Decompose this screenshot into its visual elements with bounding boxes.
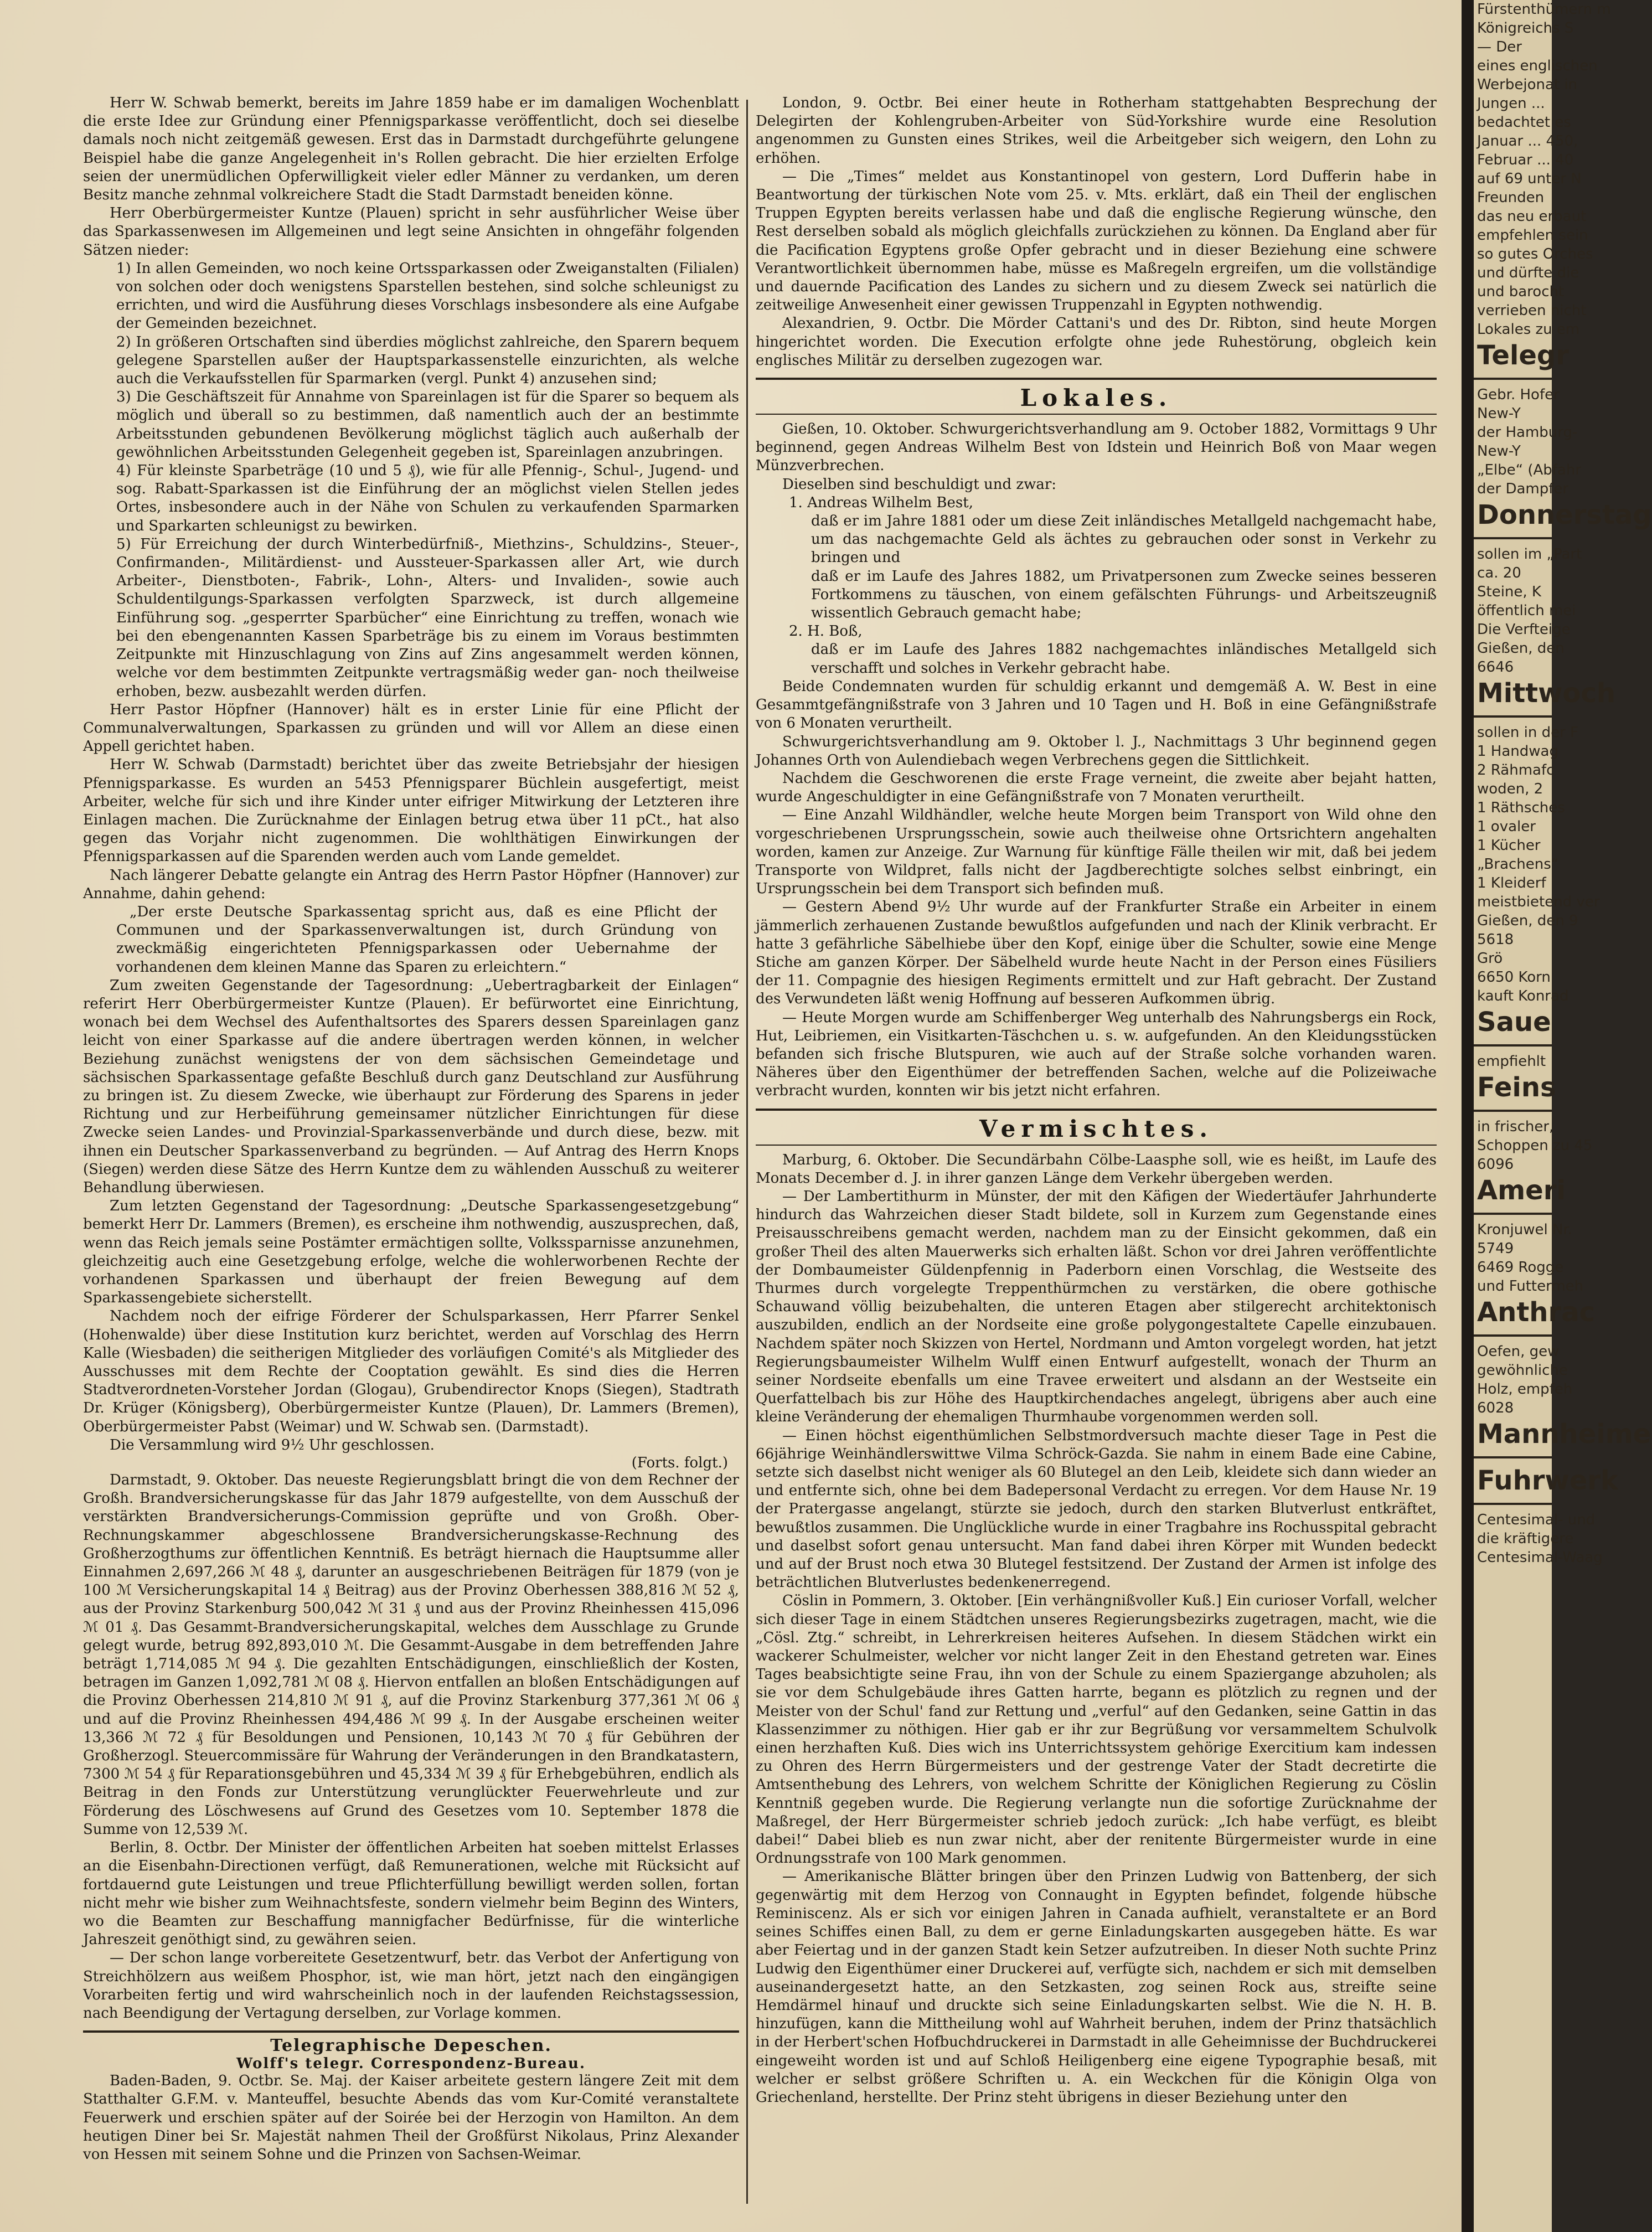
neighbor-text-fragment: 6028 [1477, 1400, 1514, 1416]
paragraph: Nachdem noch der eifrige Förderer der Schulsparkassen, Herr Pfarrer Senkel (Hohenwalde) über diese Institution kurz berichtet, werden auf Vorschlag des Herrn Kalle (Wiesbaden) die seitherigen Mitglieder des vorläufigen Comité's als Mitglieder des Ausschusses mit dem Rechte der Cooptation gewählt. Es sind dies die Herren Stadtverordneten-Vorsteher Jordan (Glogau), Grubendirector Knops (Siegen), Stadtrath Dr. Krüger (Königsberg), Oberbürgermeister Kuntze (Plauen), Dr. Lammers (Bremen), Oberbürgermeister Pabst (Weimar) und W. Schwab sen. (Darmstadt). [83, 1308, 739, 1435]
paragraph: Herr Pastor Höpfner (Hannover) hält es in erster Linie für eine Pflicht der Communalverwaltungen, Sparkassen zu gründen und will vor Allem an diese einen Appell gerichtet haben. [83, 701, 739, 755]
neighbor-text-fragment: Jungen ... [1477, 95, 1545, 112]
neighbor-text-fragment: kauft Konrad [1477, 988, 1569, 1004]
list-item: 2) In größeren Ortschaften sind überdies möglichst zahlreiche, den Sparern bequem gelegene Sparstellen außer der Hauptsparkassenstelle einzurichten, als welche auch die Verkaufsstellen für Sparmarken (vergl. Punkt 4) anzusehen sind; [116, 333, 739, 388]
neighbor-text-fragment: sollen in der F [1477, 724, 1579, 741]
neighbor-page-edge [1474, 0, 1652, 2232]
neighbor-text-fragment: New-Y [1477, 405, 1521, 422]
page-gutter [1462, 0, 1474, 2232]
neighbor-text-fragment: 1 Kleiderf [1477, 875, 1546, 891]
section-rule [83, 2030, 739, 2033]
article-berlin-2: — Der schon lange vorbereitete Gesetzentwurf, betr. das Verbot der Anfertigung von Streichhölzern aus weißem Phosphor, ist, wie man hört, jetzt nach den eingängigen Vorarbeiten fertig und wird wahrscheinlich noch in der laufenden Reichstagssession, nach Beendigung der Vertagung derselben, zur Vorlage kommen. [83, 1950, 739, 2022]
article-frankfurter: — Gestern Abend 9½ Uhr wurde auf der Frankfurter Straße ein Arbeiter in einem jämmerlich zerhauenen Zustande bewußtlos aufgefunden und nach der Klinik verbracht. Er hatte 3 gefährliche Säbelhiebe über den Kopf, einige über die Schulter, sowie eine Menge Stiche am ganzen Körper. Der Säbelheld wurde heute Nacht in der Person eines Füsiliers der 11. Compagnie des hiesigen Regiments ermittelt und zur Haft gebracht. Der Zustand des Verwundeten läßt wenig Hoffnung auf besseren Aufkommen übrig. [756, 899, 1437, 1008]
neighbor-text-fragment: Mannheime [1477, 1419, 1651, 1450]
neighbor-text-fragment: der Hamburg- [1477, 424, 1578, 441]
neighbor-text-fragment: Werbejonat in [1477, 76, 1578, 93]
article-giessen: Gießen, 10. Oktober. Schwurgerichtsverhandlung am 9. October 1882, Vormittags 9 Uhr beginnend, gegen Andreas Wilhelm Best von Idstein und Heinrich Boß von Maar wegen Münzverbrechen. [756, 421, 1437, 475]
charge-item: daß er im Laufe des Jahres 1882, um Privatpersonen zum Zwecke seines besseren Fortkommens zu täuschen, von einem gefälschten Führungs- und Arbeitszeugniß wissentlich Gebrauch gemacht habe; [811, 568, 1437, 622]
neighbor-text-fragment: eines englischen [1477, 58, 1598, 74]
neighbor-text-fragment: Oefen, gew [1477, 1343, 1560, 1360]
article-pest: — Einen höchst eigenthümlichen Selbstmordversuch machte dieser Tage in Pest die 66jährige Weinhändlerswittwe Vilma Schröck-Gazda. Sie nahm in einem Bade eine Cabine, setzte sich daselbst nicht weniger als 60 Blutegel an den Leib, kleidete sich dann wieder an und entfernte sich, ohne bei dem Badepersonal Verdacht zu erregen. Vor dem Hause Nr. 19 der Pratergasse angelangt, stürzte sie jedoch, durch den starken Blutverlust entkräftet, bewußtlos zusammen. Die Unglückliche wurde in einer Tragbahre ins Rochusspital gebracht und daselbst sofort genau untersucht. Man fand dabei ihren Körper mit Wunden bedeckt und auf der Brust noch etwa 30 Blutegel festsitzend. Der Zustand der Armen ist infolge des beträchtlichen Blutverlustes bedenkenerregend. [756, 1427, 1437, 1591]
neighbor-text-fragment: Ameri [1477, 1175, 1566, 1206]
left-column [83, 94, 739, 2198]
neighbor-text-fragment: 1 Räthsches [1477, 800, 1565, 816]
neighbor-rule [1474, 378, 1552, 380]
neighbor-text-fragment: Gießen, den [1477, 640, 1565, 657]
article-darmstadt: Darmstadt, 9. Oktober. Das neueste Regierungsblatt bringt die von dem Rechner der Großh. Brandversicherungskasse für das Jahr 1879 aufgestellte, von dem Ausschuß der verstärkten Brandversicherungs-Commission geprüfte und von Großh. Ober-Rechnungskammer abgeschlossene Brandversicherungskasse-Rechnung des Großherzogthums zur öffentlichen Kenntniß. Es beträgt hiernach die Hauptsumme aller Einnahmen 2,697,266 ℳ 48 ₰, darunter an ausgeschriebenen Beiträgen für 1879 (von je 100 ℳ Versicherungskapital 14 ₰ Beitrag) aus der Provinz Oberhessen 388,816 ℳ 52 ₰, aus der Provinz Starkenburg 500,042 ℳ 31 ₰ und aus der Provinz Rheinhessen 415,096 ℳ 01 ₰. Das Gesammt-Brandversicherungskapital, welches dem Ausschlage zu Grunde gelegt wurde, betrug 892,893,010 ℳ. Die Gesammt-Ausgabe in dem betreffenden Jahre beträgt 1,714,085 ℳ 94 ₰. Die gezahlten Entschädigungen, einschließlich der Kosten, betragen im Ganzen 1,092,781 ℳ 08 ₰. Hiervon entfallen an bloßen Entschädigungen auf die Provinz Oberhessen 214,810 ℳ 91 ₰, auf die Provinz Starkenburg 377,361 ℳ 06 ₰ und auf die Provinz Rheinhessen 494,486 ℳ 99 ₰. In der Ausgabe erscheinen weiter 13,366 ℳ 72 ₰ für Besoldungen und Pensionen, 10,143 ℳ 70 ₰ für Gebühren der Großherzogl. Steuercommissäre für Wahrung der Veränderungen in den Brandkatastern, 7300 ℳ 54 ₰ für Reparationsgebühren und 45,334 ℳ 39 ₰ für Erhebgebühren, endlich als Beitrag in den Fonds zur Unterstützung verunglückter Feuerwehrleute und zur Förderung des Löschwesens auf Grund des Gesetzes vom 10. September 1878 die Summe von 12,539 ℳ. [83, 1472, 739, 1838]
article-lambertithurm: — Der Lambertithurm in Münster, der mit den Käfigen der Wiedertäufer Jahrhunderte hindurch das Wahrzeichen dieser Stadt bildete, soll in Kurzem zum Gegenstande eines Preisausschreibens gemacht werden, nachdem man zu der Einsicht gekommen, daß ein großer Theil des alten Mauerwerks sich erhalten läßt. Schon vor drei Jahren veröffentlichte der Dombaumeister Güldenpfennig in Paderborn einen Vorschlag, die Westseite des Thurmes durch vorgelegte Treppenthürmchen zu verstärken, die obere gothische Schauwand völlig beizubehalten, die unteren Etagen aber stilgerecht architektonisch auszubilden, endlich an der Nordseite eine große polygongestaltete Capelle einzubauen. Nachdem später noch Skizzen von Hertel, Nordmann und Amton vorgelegt worden, hat jetzt Regierungsbaumeister Wilhelm Wulff einen Entwurf aufgestellt, wonach der Thurm an seiner Nordseite ebenfalls um eine Travee erweitert und alsdann an der Westseite ein Querfattelbach bis zur Höhe des Hauptkirchendaches angelegt, übrigens aber auch eine kleine Veränderung der ehemaligen Thurmhaube vorgenommen werden soll. [756, 1188, 1437, 1426]
neighbor-text-fragment: die kräftigere [1477, 1530, 1574, 1547]
paragraph: Zum letzten Gegenstand der Tagesordnung: „Deutsche Sparkassengesetzgebung“ bemerkt Herr Dr. Lammers (Bremen), es erscheine ihm nothwendig, auszusprechen, daß, wenn das Reich jemals seine Postämter ermächtigen sollte, Volkssparnisse anzunehmen, gleichzeitig auch eine Gesetzgebung erfolge, welche die wohlerworbenen Rechte der vorhandenen Sparkassen und überhaupt der freien Bewegung auf dem Sparkassengebiete sicherstellt. [83, 1198, 739, 1307]
neighbor-text-fragment: 1 Kücher [1477, 837, 1541, 854]
list-item: 5) Für Erreichung der durch Winterbedürfniß-, Miethzins-, Schuldzins-, Steuer-, Confirmanden-, Militärdienst- und Aussteuer-Sparkassen aller Art, wie durch Arbeiter-, Dienstboten-, Fabrik-, Lohn-, Alters- und Invaliden-, sowie auch Schuldentilgungs-Sparkassen verfolgten Sparzweck, ist durch allgemeine Einführung sog. „gesperrter Sparbücher“ eine Einrichtung zu treffen, wonach wie bei den ebengenannten Kassen Sparbeträge bis zu einem im Voraus bestimmten Zeitpunkte mit Hinzuschlagung von Zins auf Zins angesammelt werden können, welche vor dem bestimmten Zeitpunkte vertragsmäßig weder gan- noch theilweise erhoben, bezw. ausbezahlt werden dürfen. [116, 535, 739, 700]
neighbor-text-fragment: Gebr. Hofer [1477, 386, 1560, 403]
neighbor-text-fragment: Kronjuwel Nr. [1477, 1221, 1573, 1238]
section-rule [756, 378, 1437, 380]
paragraph: Herr Oberbürgermeister Kuntze (Plauen) spricht in sehr ausführlicher Weise über das Sparkassenwesen im Allgemeinen und legt seine Ansichten in ohngefähr folgenden Sätzen nieder: [83, 205, 739, 259]
neighbor-text-fragment: Freunden [1477, 189, 1545, 206]
section-title-lokales: Lokales. [1020, 384, 1173, 412]
neighbor-text-fragment: das neu erbaut [1477, 208, 1587, 225]
article-alexandrien: Alexandrien, 9. Octbr. Die Mörder Cattani's und des Dr. Ribton, sind heute Morgen hingerichtet worden. Die Execution erfolgte ohne jede Ruhestörung, obgleich kein englisches Militär zu derselben zugezogen war. [756, 315, 1437, 369]
neighbor-text-fragment: so gutes Orches [1477, 246, 1593, 262]
article-berlin: Berlin, 8. Octbr. Der Minister der öffentlichen Arbeiten hat soeben mittelst Erlasses an die Eisenbahn-Directionen verfügt, daß Remunerationen, welche mit Rücksicht auf fortdauernd gute Leistungen und treue Pflichterfüllung bewilligt werden sollen, fortan nicht mehr wie bisher zum Weihnachtsfeste, sondern vielmehr beim Beginn des Winters, wo die Beamten zur Beschaffung mannigfacher Bedürfnisse, für die winterliche Jahreszeit genöthigt sind, zu gewähren seien. [83, 1839, 739, 1949]
article-giessen-2: Dieselben sind beschuldigt und zwar: [782, 476, 1057, 493]
section-rule [756, 1145, 1437, 1146]
paragraph: Herr W. Schwab bemerkt, bereits im Jahre 1859 habe er im damaligen Wochenblatt die erste Idee zur Gründung einer Pfennigsparkasse veröffentlicht, doch sei dieselbe damals noch nicht zeitgemäß gewesen. Erst das in Darmstadt durchgeführte gelungene Beispiel habe die ganze Angelegenheit in's Rollen gebracht. Die hier erzielten Erfolge seien der unermüdlichen Opferwilligkeit vieler edler Männer zu verdanken, um deren Besitz manche zehnmal volkreichere Stadt die Stadt Darmstadt beneiden könne. [83, 95, 739, 204]
article-wild: — Eine Anzahl Wildhändler, welche heute Morgen beim Transport von Wild ohne den vorgeschriebenen Ursprungsschein, sowie auch theilweise ohne Ortsrichtern angehalten worden, kamen zur Anzeige. Zur Warnung für künftige Fälle theilen wir mit, daß bei jedem Transporte von Wildpret, falls nicht der Jagdberechtigte solches selbst einbringt, ein Ursprungsschein bei dem Transport sich befinden muß. [756, 807, 1437, 898]
paragraph: Zum zweiten Gegenstande der Tagesordnung: „Uebertragbarkeit der Einlagen“ referirt Herr Oberbürgermeister Kuntze (Plauen). Er befürwortet eine Einrichtung, wonach bei dem Wechsel des Aufenthaltsortes des Sparers dessen Spareinlagen ganz leicht von einer Sparkasse auf die andere übertragen werden können, in welcher Beziehung zunächst wenigstens der von dem sächsischen Gemeindetage und sächsischen Sparkassentage gefaßte Beschluß durch ganz Deutschland zur Ausführung zu bringen ist. Zu diesem Zwecke, wie überhaupt zur Förderung des Sparens in jeder Richtung und zur Herbeiführung gemeinsamer nützlicher Einrichtungen für diese Zwecke seien Landes- und Provinzial-Sparkassenverbände und durch diese, bezw. mit ihnen ein Deutscher Sparkassenverband zu begründen. — Auf Antrag des Herrn Knops (Siegen) werden diese Sätze des Herrn Kuntze dem zu wählenden Ausschuß zu weiterer Behandlung überwiesen. [83, 977, 739, 1196]
article-london: London, 9. Octbr. Bei einer heute in Rotherham stattgehabten Besprechung der Delegirten der Kohlengruben-Arbeiter von Süd-Yorkshire wurde eine Resolution angenommen zu Gunsten eines Strikes, weil die Arbeitgeber sich weigern, den Lohn zu erhöhen. [756, 95, 1437, 167]
article-london-2: — Die „Times“ meldet aus Konstantinopel von gestern, Lord Dufferin habe in Beantwortung der türkischen Note vom 25. v. Mts. erklärt, daß ein Theil der englischen Truppen Egypten bereits verlassen habe und daß die englische Regierung wünsche, den Rest derselben sobald als möglich gleichfalls zurückziehen zu können. Da England aber für die Pacification Egyptens große Opfer gebracht und in dieser Beziehung eine schwere Verantwortlichkeit übernommen habe, müsse es Maßregeln ergreifen, um die vollständige und dauernde Pacification des Landes zu sichern und zu diesem Zweck sei natürlich die zeitweilige Anwesenheit einer gewissen Truppenzahl in Egypten nothwendig. [756, 168, 1437, 314]
paragraph: Herr W. Schwab (Darmstadt) berichtet über das zweite Betriebsjahr der hiesigen Pfennigsparkasse. Es wurden an 5453 Pfennigsparer Büchlein ausgefertigt, meist Arbeiter, welche für sich und ihre Kinder unter eifriger Mitwirkung der Letzteren ihre Einlagen machen. Die Zurücknahme der Einlagen betrug etwa über 11 pCt., hat also gegen das Vorjahr nicht zugenommen. Die wohlthätigen Einwirkungen der Pfennigsparkassen auf die Sparenden werden auch vom Lande gemeldet. [83, 756, 739, 865]
right-column [756, 94, 1437, 2198]
neighbor-text-fragment: Feins [1477, 1072, 1556, 1103]
list-item: 3) Die Geschäftszeit für Annahme von Spareinlagen ist für die Sparer so bequem als möglich und überall so zu bestimmen, daß namentlich auch der an bestimmte Arbeitsstunden gebundenen Bevölkerung möglichst täglich auch außerhalb der gewöhnlichen Arbeitsstunden Gelegenheit gegeben ist, Spareinlagen anzubringen. [116, 389, 739, 461]
neighbor-text-fragment: Die Verfteige [1477, 621, 1571, 638]
neighbor-text-fragment: bedachtet es [1477, 114, 1571, 131]
neighbor-text-fragment: Gießen, den 9 [1477, 913, 1578, 929]
article-schiffenberger: — Heute Morgen wurde am Schiffenberger Weg unterhalb des Nahrungsbergs ein Rock, Hut, Leibriemen, ein Visitkarten-Täschchen u. s. w. aufgefunden. An den Kleidungsstücken befanden sich frische Blutspuren, wie auch auf der Straße solche vorhanden waren. Näheres über den Eigenthümer der betreffenden Sachen, welche auf die Polizeiwache verbracht wurden, konnten wir bis jetzt nicht erfahren. [756, 1009, 1437, 1100]
neighbor-text-fragment: 1 Handwag [1477, 743, 1558, 760]
neighbor-text-fragment: Holz, empfeh [1477, 1381, 1573, 1398]
neighbor-text-fragment: Saue [1477, 1007, 1551, 1038]
neighbor-rule [1474, 1503, 1552, 1505]
neighbor-text-fragment: „Brachens“ [1477, 856, 1559, 873]
column-divider [746, 100, 748, 2204]
neighbor-rule [1474, 715, 1552, 718]
neighbor-text-fragment: in frischer, [1477, 1118, 1554, 1135]
neighbor-text-fragment: 6096 [1477, 1156, 1514, 1173]
article-coeslin: Cöslin in Pommern, 3. Oktober. [Ein verhängnißvoller Kuß.] Ein curioser Vorfall, welcher sich dieser Tage in einem Städtchen unseres Regierungsbezirks zugetragen, macht, wie die „Cösl. Ztg.“ schreibt, in Lehrerkreisen heiteres Aufsehen. In diesem Städchen wirkt ein wackerer Schulmeister, welcher vor nicht langer Zeit in den Ehestand getreten war. Eines Tages beabsichtigte seine Frau, ihn von der Schule zu einem Spaziergange abzuholen; als sie vor dem Schulgebäude ihres Gatten harrte, begann es plötzlich zu regnen und der Meister von der Schul' fand zur Rettung und „verful“ auf den Gedanken, seine Gattin in das Klassenzimmer zu nöthigen. Hier gab er ihr zur Begrüßung vor versammeltem Schulvolk einen herzhaften Kuß. Dies wich ins Unterrichtssystem gehörige Exercitium kam indessen zu Ohren des Herrn Bürgermeisters und der gestrenge Vater der Stadt decretirte die Amtsenthebung des Lehrers, von welchem Schritte der Königlichen Regierung zu Cöslin Kenntniß gegeben wurde. Die Regierung verlangte nun die sofortige Zurücknahme der Maßregel, der Herr Bürgermeister schrieb jedoch zurück: „Ich habe verfügt, es bleibt dabei!“ Dabei blieb es nun zwar nicht, aber der renitente Bürgermeister wurde in eine Ordnungsstrafe von 100 Mark genommen. [756, 1592, 1437, 1867]
section-title-vermischtes: Vermischtes. [979, 1115, 1214, 1142]
neighbor-text-fragment: empfiehlt [1477, 1053, 1546, 1070]
section-rule [756, 1109, 1437, 1111]
section-subtitle-telegraph: Wolff's telegr. Correspondenz-Bureau. [236, 2055, 586, 2073]
neighbor-text-fragment: ca. 20 [1477, 565, 1521, 581]
list-item: 1) In allen Gemeinden, wo noch keine Ortssparkassen oder Zweiganstalten (Filialen) von solchen oder doch wenigstens Sparstellen bestehen, sind solche schleunigst zu errichten, und wird die Ausführung dieses Vorschlags insbesondere als eine Aufgabe der Gemeinden bezeichnet. [116, 260, 739, 332]
neighbor-text-fragment: Fuhrwerk [1477, 1465, 1618, 1496]
neighbor-rule [1474, 1110, 1552, 1112]
neighbor-text-fragment: und barocht [1477, 283, 1565, 300]
neighbor-text-fragment: und dürfte die [1477, 265, 1579, 281]
neighbor-text-fragment: 6469 Rogge [1477, 1259, 1564, 1276]
neighbor-text-fragment: Mittwoch [1477, 678, 1616, 709]
neighbor-text-fragment: Centesimal-Waag [1477, 1549, 1603, 1566]
neighbor-rule [1474, 1334, 1552, 1337]
charge-item: 1. Andreas Wilhelm Best, [789, 494, 973, 511]
paragraph: Nach längerer Debatte gelangte ein Antrag des Herrn Pastor Höpfner (Hannover) zur Annahme, dahin gehend: [83, 867, 739, 902]
neighbor-text-fragment: Grö [1477, 950, 1503, 967]
neighbor-text-fragment: verrieben nicht [1477, 302, 1587, 319]
section-rule [756, 414, 1437, 415]
neighbor-rule [1474, 1213, 1552, 1215]
neighbor-text-fragment: Fürstenthümern m [1477, 1, 1611, 18]
charge-item: 2. H. Boß, [789, 623, 863, 640]
neighbor-text-fragment: empfehlen sein [1477, 227, 1588, 244]
continuation-note: (Forts. folgt.) [631, 1455, 728, 1472]
neighbor-text-fragment: öffentlich mei [1477, 602, 1576, 619]
neighbor-text-fragment: der Dampfer [1477, 481, 1569, 497]
charge-item: daß er im Laufe des Jahres 1882 nachgemachtes inländisches Metallgeld sich verschafft und solches in Verkehr gebracht habe. [811, 641, 1437, 677]
article-schwurgericht-2: Schwurgerichtsverhandlung am 9. Oktober l. J., Nachmittags 3 Uhr beginnend gegen Johannes Orth von Aulendiebach wegen Verbrechens gegen die Sittlichkeit. [756, 733, 1437, 769]
neighbor-text-fragment: 2 Rähmafc [1477, 762, 1555, 779]
neighbor-text-fragment: New-Y [1477, 443, 1521, 460]
neighbor-rule [1474, 537, 1552, 539]
neighbor-text-fragment: Schoppen zu 45 [1477, 1137, 1593, 1154]
neighbor-text-fragment: 1 ovaler [1477, 818, 1536, 835]
neighbor-rule [1474, 1456, 1552, 1458]
neighbor-text-fragment: gewöhnliche [1477, 1362, 1568, 1379]
neighbor-text-fragment: Januar ... 450, [1477, 133, 1578, 150]
neighbor-text-fragment: „Elbe“ (Abfahr [1477, 462, 1582, 478]
neighbor-text-fragment: Königreichs S [1477, 20, 1574, 37]
neighbor-text-fragment: 6650 Korn [1477, 969, 1551, 986]
neighbor-text-fragment: Centesimal- und [1477, 1512, 1596, 1528]
neighbor-text-fragment: auf 69 unter N [1477, 171, 1582, 187]
article-battenberg: — Amerikanische Blätter bringen über den Prinzen Ludwig von Battenberg, der sich gegenwärtig mit dem Herzog von Connaught in Egypten befindet, folgende hübsche Reminiscenz. Als er sich vor einigen Jahren in Canada aufhielt, veranstaltete er an Bord seines Schiffes einen Ball, zu dem er gerne Einladungskarten ausgegeben hätte. Es war aber Feiertag und in der ganzen Stadt kein Setzer aufzutreiben. In dieser Noth suchte Prinz Ludwig den Eigenthümer einer Druckerei auf, verfügte sich, nachdem er sich mit demselben auseinandergesetzt hatte, an den Setzkasten, zog seinen Rock aus, streifte seine Hemdärmel hinauf und druckte sich seine Einladungskarten selbst. Wie die N. H. B. hinzufügen, kann die Mittheilung wohl auf Wahrheit beruhen, indem der Prinz thatsächlich in der Herbert'schen Hofbuchdruckerei in Darmstadt in alle Geheimnisse der Buchdruckerei eingeweiht worden ist und auf Schloß Heiligenberg eine eigene Typographie besaß, mit welcher er selbst größere Schriften u. A. ein Weckchen für die Königin Olga von Griechenland, herstellte. Der Prinz steht übrigens in dieser Beziehung unter den [756, 1868, 1437, 2106]
list-item: 4) Für kleinste Sparbeträge (10 und 5 ₰), wie für alle Pfennig-, Schul-, Jugend- und sog. Rabatt-Sparkassen ist die Einführung der an möglichst vielen Stellen jedes Ortes, insbesondere auch in der Nähe von Schulen zu verkaufenden Sparmarken und Sparkarten schleunigst zu bewirken. [116, 462, 739, 534]
neighbor-text-fragment: 6646 [1477, 659, 1514, 676]
article-marburg: Marburg, 6. Oktober. Die Secundärbahn Cölbe-Laasphe soll, wie es heißt, im Laufe des Monats December d. J. in ihrer ganzen Länge dem Verkehr übergeben werden. [756, 1151, 1437, 1187]
paragraph: Die Versammlung wird 9½ Uhr geschlossen. [110, 1436, 435, 1453]
neighbor-text-fragment: Steine, K [1477, 584, 1541, 600]
neighbor-text-fragment: Februar ... 40 [1477, 152, 1574, 168]
charge-item: daß er im Jahre 1881 oder um diese Zeit inländisches Metallgeld nachgemacht habe, um das nachgemachte Geld als ächtes zu gebrauchen oder sonst in Verkehr zu bringen und [811, 513, 1437, 566]
neighbor-text-fragment: Lokales zu em [1477, 321, 1580, 338]
article-verdict: Beide Condemnaten wurden für schuldig erkannt und demgemäß A. W. Best in eine Gesammtgefängnißstrafe von 3 Jahren und 10 Tagen und H. Boß in eine Gefängnißstrafe von 6 Monaten verurtheilt. [756, 678, 1437, 732]
neighbor-rule [1474, 1044, 1552, 1047]
neighbor-text-fragment: Anthrac [1477, 1297, 1595, 1328]
neighbor-text-fragment: meistbietend ver [1477, 894, 1600, 910]
neighbor-text-fragment: Donnerstag [1477, 499, 1652, 530]
section-title-telegraph: Telegraphische Depeschen. [270, 2036, 552, 2056]
neighbor-text-fragment: 5749 [1477, 1240, 1514, 1257]
resolution-quote: „Der erste Deutsche Sparkassentag spricht aus, daß es eine Pflicht der Communen und der Sparkassenverwaltungen ist, durch Gründung von zweckmäßig eingerichteten Pfennigsparkassen oder Uebernahme der vorhandenen dem kleinen Manne das Sparen zu erleichtern.“ [116, 903, 717, 976]
article-schwurgericht-2b: Nachdem die Geschworenen die erste Frage verneint, die zweite aber bejaht hatten, wurde Angeschuldigter in eine Gefängnißstrafe von 7 Monaten verurtheilt. [756, 770, 1437, 806]
neighbor-text-fragment: — Der [1477, 39, 1522, 55]
article-baden: Baden-Baden, 9. Octbr. Se. Maj. der Kaiser arbeitete gestern längere Zeit mit dem Statthalter G.F.M. v. Manteuffel, besuchte Abends das vom Kur-Comité veranstaltete Feuerwerk und erschien später auf der Soirée bei der Herzogin von Hamilton. An dem heutigen Diner bei Sr. Majestät nahmen Theil der Großfürst Nikolaus, Prinz Alexander von Hessen mit seinem Sohne und die Prinzen von Sachsen-Weimar. [83, 2073, 739, 2163]
neighbor-text-fragment: Telegr [1477, 340, 1569, 371]
neighbor-text-fragment: und Futtermeh [1477, 1278, 1584, 1295]
neighbor-text-fragment: sollen im „Part [1477, 546, 1582, 563]
neighbor-text-fragment: woden, 2 [1477, 781, 1543, 797]
neighbor-text-fragment: 5618 [1477, 931, 1514, 948]
